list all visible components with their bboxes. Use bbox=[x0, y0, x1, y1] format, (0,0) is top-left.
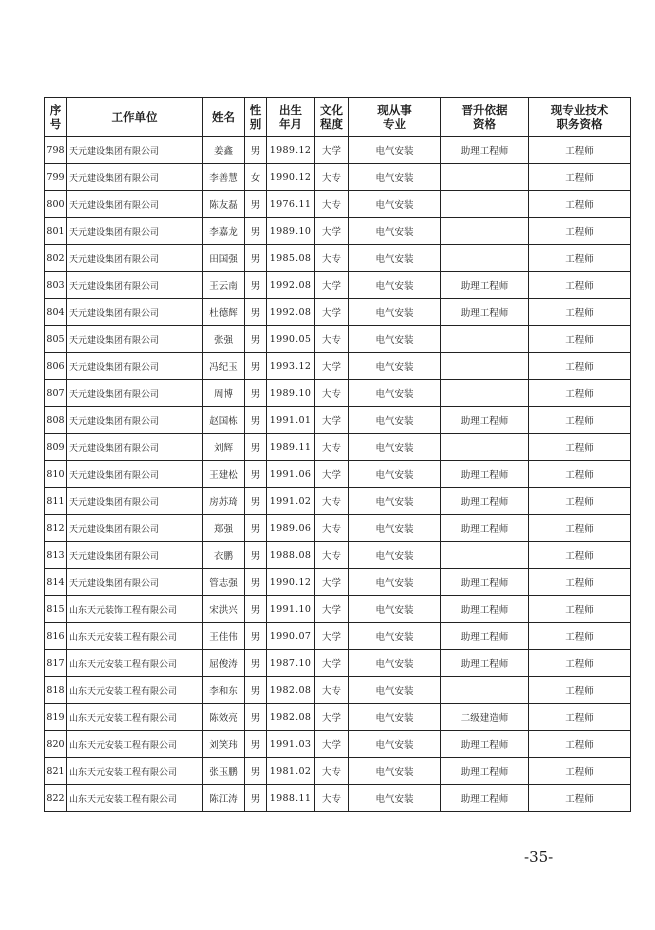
cell-unit: 天元建设集团有限公司 bbox=[67, 407, 203, 434]
cell-unit: 天元建设集团有限公司 bbox=[67, 191, 203, 218]
cell-specialty: 电气安装 bbox=[349, 353, 441, 380]
cell-unit: 山东天元安装工程有限公司 bbox=[67, 650, 203, 677]
cell-seq: 804 bbox=[45, 299, 67, 326]
cell-seq: 806 bbox=[45, 353, 67, 380]
cell-specialty: 电气安装 bbox=[349, 137, 441, 164]
cell-birth: 1989.06 bbox=[267, 515, 315, 542]
cell-name: 王佳伟 bbox=[203, 623, 245, 650]
cell-basis: 助理工程师 bbox=[441, 569, 529, 596]
cell-specialty: 电气安装 bbox=[349, 380, 441, 407]
cell-birth: 1982.08 bbox=[267, 677, 315, 704]
cell-qualification: 工程师 bbox=[529, 407, 631, 434]
header-birth: 出生 年月 bbox=[267, 98, 315, 137]
cell-qualification: 工程师 bbox=[529, 353, 631, 380]
header-seq: 序 号 bbox=[45, 98, 67, 137]
header-name: 姓名 bbox=[203, 98, 245, 137]
cell-qualification: 工程师 bbox=[529, 245, 631, 272]
cell-name: 冯纪玉 bbox=[203, 353, 245, 380]
table-row bbox=[45, 299, 631, 326]
table-row bbox=[45, 461, 631, 488]
cell-name: 张玉鹏 bbox=[203, 758, 245, 785]
cell-basis: 助理工程师 bbox=[441, 272, 529, 299]
cell-name: 王云南 bbox=[203, 272, 245, 299]
table-header-row bbox=[45, 98, 631, 137]
cell-qualification: 工程师 bbox=[529, 731, 631, 758]
cell-birth: 1990.07 bbox=[267, 623, 315, 650]
cell-specialty: 电气安装 bbox=[349, 569, 441, 596]
cell-name: 李善慧 bbox=[203, 164, 245, 191]
cell-birth: 1985.08 bbox=[267, 245, 315, 272]
cell-specialty: 电气安装 bbox=[349, 407, 441, 434]
cell-basis: 助理工程师 bbox=[441, 650, 529, 677]
cell-seq: 814 bbox=[45, 569, 67, 596]
cell-seq: 819 bbox=[45, 704, 67, 731]
cell-education: 大专 bbox=[315, 245, 349, 272]
cell-basis bbox=[441, 542, 529, 569]
cell-education: 大专 bbox=[315, 542, 349, 569]
cell-basis bbox=[441, 326, 529, 353]
cell-name: 宋洪兴 bbox=[203, 596, 245, 623]
cell-seq: 817 bbox=[45, 650, 67, 677]
cell-birth: 1981.02 bbox=[267, 758, 315, 785]
cell-unit: 天元建设集团有限公司 bbox=[67, 461, 203, 488]
cell-education: 大专 bbox=[315, 515, 349, 542]
cell-gender: 男 bbox=[245, 731, 267, 758]
cell-seq: 818 bbox=[45, 677, 67, 704]
cell-education: 大专 bbox=[315, 677, 349, 704]
cell-education: 大专 bbox=[315, 785, 349, 812]
table-row bbox=[45, 272, 631, 299]
cell-qualification: 工程师 bbox=[529, 758, 631, 785]
cell-seq: 799 bbox=[45, 164, 67, 191]
cell-name: 屈俊涛 bbox=[203, 650, 245, 677]
cell-basis: 助理工程师 bbox=[441, 407, 529, 434]
cell-qualification: 工程师 bbox=[529, 569, 631, 596]
cell-gender: 男 bbox=[245, 650, 267, 677]
cell-birth: 1991.06 bbox=[267, 461, 315, 488]
header-basis: 晋升依据 资格 bbox=[441, 98, 529, 137]
cell-seq: 816 bbox=[45, 623, 67, 650]
table-row bbox=[45, 569, 631, 596]
cell-education: 大学 bbox=[315, 623, 349, 650]
table-row bbox=[45, 785, 631, 812]
cell-gender: 男 bbox=[245, 407, 267, 434]
cell-education: 大专 bbox=[315, 380, 349, 407]
cell-gender: 男 bbox=[245, 758, 267, 785]
cell-basis bbox=[441, 191, 529, 218]
cell-specialty: 电气安装 bbox=[349, 272, 441, 299]
header-education: 文化 程度 bbox=[315, 98, 349, 137]
cell-name: 姜鑫 bbox=[203, 137, 245, 164]
cell-basis: 助理工程师 bbox=[441, 596, 529, 623]
cell-unit: 天元建设集团有限公司 bbox=[67, 488, 203, 515]
cell-unit: 天元建设集团有限公司 bbox=[67, 353, 203, 380]
cell-unit: 天元建设集团有限公司 bbox=[67, 164, 203, 191]
cell-basis: 助理工程师 bbox=[441, 731, 529, 758]
cell-unit: 天元建设集团有限公司 bbox=[67, 218, 203, 245]
table-row bbox=[45, 434, 631, 461]
cell-birth: 1990.12 bbox=[267, 164, 315, 191]
header-specialty: 现从事 专业 bbox=[349, 98, 441, 137]
cell-basis: 助理工程师 bbox=[441, 758, 529, 785]
cell-gender: 男 bbox=[245, 245, 267, 272]
cell-gender: 男 bbox=[245, 299, 267, 326]
cell-basis: 二级建造师 bbox=[441, 704, 529, 731]
header-gender: 性 别 bbox=[245, 98, 267, 137]
cell-gender: 男 bbox=[245, 623, 267, 650]
cell-birth: 1988.11 bbox=[267, 785, 315, 812]
cell-name: 郑强 bbox=[203, 515, 245, 542]
cell-specialty: 电气安装 bbox=[349, 623, 441, 650]
cell-qualification: 工程师 bbox=[529, 164, 631, 191]
cell-specialty: 电气安装 bbox=[349, 164, 441, 191]
cell-education: 大学 bbox=[315, 218, 349, 245]
cell-education: 大学 bbox=[315, 137, 349, 164]
cell-basis: 助理工程师 bbox=[441, 137, 529, 164]
cell-qualification: 工程师 bbox=[529, 488, 631, 515]
cell-basis: 助理工程师 bbox=[441, 623, 529, 650]
cell-qualification: 工程师 bbox=[529, 785, 631, 812]
cell-unit: 山东天元安装工程有限公司 bbox=[67, 731, 203, 758]
cell-basis bbox=[441, 245, 529, 272]
cell-gender: 女 bbox=[245, 164, 267, 191]
cell-specialty: 电气安装 bbox=[349, 191, 441, 218]
cell-unit: 天元建设集团有限公司 bbox=[67, 245, 203, 272]
cell-name: 田国强 bbox=[203, 245, 245, 272]
cell-unit: 山东天元安装工程有限公司 bbox=[67, 758, 203, 785]
table-row bbox=[45, 164, 631, 191]
cell-qualification: 工程师 bbox=[529, 137, 631, 164]
cell-gender: 男 bbox=[245, 218, 267, 245]
cell-education: 大专 bbox=[315, 191, 349, 218]
cell-education: 大学 bbox=[315, 650, 349, 677]
cell-education: 大专 bbox=[315, 758, 349, 785]
cell-name: 衣鹏 bbox=[203, 542, 245, 569]
cell-birth: 1989.12 bbox=[267, 137, 315, 164]
cell-qualification: 工程师 bbox=[529, 299, 631, 326]
cell-specialty: 电气安装 bbox=[349, 785, 441, 812]
cell-specialty: 电气安装 bbox=[349, 677, 441, 704]
cell-specialty: 电气安装 bbox=[349, 650, 441, 677]
cell-seq: 807 bbox=[45, 380, 67, 407]
cell-unit: 山东天元安装工程有限公司 bbox=[67, 677, 203, 704]
cell-birth: 1976.11 bbox=[267, 191, 315, 218]
cell-qualification: 工程师 bbox=[529, 677, 631, 704]
cell-name: 刘笑玮 bbox=[203, 731, 245, 758]
cell-education: 大学 bbox=[315, 569, 349, 596]
cell-seq: 810 bbox=[45, 461, 67, 488]
table-row bbox=[45, 488, 631, 515]
cell-birth: 1992.08 bbox=[267, 299, 315, 326]
cell-unit: 天元建设集团有限公司 bbox=[67, 515, 203, 542]
cell-birth: 1992.08 bbox=[267, 272, 315, 299]
cell-basis bbox=[441, 380, 529, 407]
cell-basis: 助理工程师 bbox=[441, 488, 529, 515]
cell-qualification: 工程师 bbox=[529, 326, 631, 353]
cell-seq: 813 bbox=[45, 542, 67, 569]
cell-education: 大专 bbox=[315, 326, 349, 353]
cell-qualification: 工程师 bbox=[529, 380, 631, 407]
cell-birth: 1987.10 bbox=[267, 650, 315, 677]
cell-unit: 山东天元装饰工程有限公司 bbox=[67, 596, 203, 623]
cell-seq: 798 bbox=[45, 137, 67, 164]
cell-basis bbox=[441, 353, 529, 380]
table-row bbox=[45, 353, 631, 380]
cell-gender: 男 bbox=[245, 542, 267, 569]
cell-specialty: 电气安装 bbox=[349, 461, 441, 488]
cell-basis: 助理工程师 bbox=[441, 785, 529, 812]
cell-name: 房苏琦 bbox=[203, 488, 245, 515]
cell-education: 大学 bbox=[315, 353, 349, 380]
table-row bbox=[45, 326, 631, 353]
cell-education: 大学 bbox=[315, 272, 349, 299]
cell-qualification: 工程师 bbox=[529, 515, 631, 542]
cell-unit: 山东天元安装工程有限公司 bbox=[67, 704, 203, 731]
cell-basis: 助理工程师 bbox=[441, 515, 529, 542]
table-row bbox=[45, 650, 631, 677]
cell-birth: 1982.08 bbox=[267, 704, 315, 731]
cell-qualification: 工程师 bbox=[529, 542, 631, 569]
cell-name: 陈江涛 bbox=[203, 785, 245, 812]
cell-qualification: 工程师 bbox=[529, 434, 631, 461]
cell-unit: 天元建设集团有限公司 bbox=[67, 137, 203, 164]
cell-qualification: 工程师 bbox=[529, 650, 631, 677]
cell-birth: 1989.10 bbox=[267, 380, 315, 407]
cell-gender: 男 bbox=[245, 461, 267, 488]
cell-specialty: 电气安装 bbox=[349, 326, 441, 353]
cell-education: 大学 bbox=[315, 299, 349, 326]
cell-qualification: 工程师 bbox=[529, 272, 631, 299]
cell-specialty: 电气安装 bbox=[349, 434, 441, 461]
cell-name: 李和东 bbox=[203, 677, 245, 704]
cell-specialty: 电气安装 bbox=[349, 488, 441, 515]
cell-gender: 男 bbox=[245, 515, 267, 542]
cell-qualification: 工程师 bbox=[529, 623, 631, 650]
cell-education: 大学 bbox=[315, 407, 349, 434]
cell-basis bbox=[441, 434, 529, 461]
cell-seq: 802 bbox=[45, 245, 67, 272]
cell-gender: 男 bbox=[245, 434, 267, 461]
cell-gender: 男 bbox=[245, 326, 267, 353]
cell-seq: 805 bbox=[45, 326, 67, 353]
cell-seq: 820 bbox=[45, 731, 67, 758]
cell-gender: 男 bbox=[245, 569, 267, 596]
table-row bbox=[45, 515, 631, 542]
cell-unit: 天元建设集团有限公司 bbox=[67, 380, 203, 407]
cell-specialty: 电气安装 bbox=[349, 731, 441, 758]
cell-education: 大学 bbox=[315, 704, 349, 731]
cell-seq: 800 bbox=[45, 191, 67, 218]
cell-gender: 男 bbox=[245, 191, 267, 218]
table-row bbox=[45, 623, 631, 650]
cell-name: 张强 bbox=[203, 326, 245, 353]
cell-birth: 1988.08 bbox=[267, 542, 315, 569]
cell-education: 大学 bbox=[315, 596, 349, 623]
cell-gender: 男 bbox=[245, 677, 267, 704]
cell-gender: 男 bbox=[245, 380, 267, 407]
cell-qualification: 工程师 bbox=[529, 596, 631, 623]
cell-basis bbox=[441, 164, 529, 191]
cell-specialty: 电气安装 bbox=[349, 299, 441, 326]
cell-specialty: 电气安装 bbox=[349, 218, 441, 245]
cell-name: 周博 bbox=[203, 380, 245, 407]
cell-specialty: 电气安装 bbox=[349, 596, 441, 623]
cell-name: 管志强 bbox=[203, 569, 245, 596]
cell-education: 大学 bbox=[315, 731, 349, 758]
cell-unit: 天元建设集团有限公司 bbox=[67, 299, 203, 326]
cell-birth: 1993.12 bbox=[267, 353, 315, 380]
cell-seq: 815 bbox=[45, 596, 67, 623]
table-row bbox=[45, 407, 631, 434]
cell-seq: 812 bbox=[45, 515, 67, 542]
cell-gender: 男 bbox=[245, 704, 267, 731]
cell-seq: 803 bbox=[45, 272, 67, 299]
cell-name: 陈友磊 bbox=[203, 191, 245, 218]
cell-gender: 男 bbox=[245, 596, 267, 623]
cell-basis: 助理工程师 bbox=[441, 299, 529, 326]
page-number: -35- bbox=[524, 848, 554, 866]
cell-name: 赵国栋 bbox=[203, 407, 245, 434]
cell-unit: 天元建设集团有限公司 bbox=[67, 434, 203, 461]
cell-basis: 助理工程师 bbox=[441, 461, 529, 488]
table-row bbox=[45, 758, 631, 785]
cell-gender: 男 bbox=[245, 272, 267, 299]
table-row bbox=[45, 677, 631, 704]
cell-birth: 1989.10 bbox=[267, 218, 315, 245]
table-row bbox=[45, 596, 631, 623]
header-unit: 工作单位 bbox=[67, 98, 203, 137]
table-row bbox=[45, 542, 631, 569]
cell-seq: 809 bbox=[45, 434, 67, 461]
cell-qualification: 工程师 bbox=[529, 191, 631, 218]
cell-specialty: 电气安装 bbox=[349, 515, 441, 542]
cell-basis bbox=[441, 218, 529, 245]
cell-name: 李嘉龙 bbox=[203, 218, 245, 245]
table-row bbox=[45, 731, 631, 758]
cell-birth: 1991.02 bbox=[267, 488, 315, 515]
table-body bbox=[45, 137, 631, 812]
cell-specialty: 电气安装 bbox=[349, 245, 441, 272]
table-row bbox=[45, 704, 631, 731]
cell-name: 杜德辉 bbox=[203, 299, 245, 326]
cell-seq: 808 bbox=[45, 407, 67, 434]
cell-education: 大专 bbox=[315, 434, 349, 461]
table-row bbox=[45, 218, 631, 245]
cell-qualification: 工程师 bbox=[529, 218, 631, 245]
personnel-table bbox=[44, 97, 631, 812]
cell-seq: 801 bbox=[45, 218, 67, 245]
cell-education: 大专 bbox=[315, 488, 349, 515]
cell-education: 大专 bbox=[315, 164, 349, 191]
cell-gender: 男 bbox=[245, 353, 267, 380]
cell-basis bbox=[441, 677, 529, 704]
table-row bbox=[45, 380, 631, 407]
header-qualification: 现专业技术 职务资格 bbox=[529, 98, 631, 137]
cell-gender: 男 bbox=[245, 137, 267, 164]
cell-gender: 男 bbox=[245, 488, 267, 515]
table-row bbox=[45, 191, 631, 218]
cell-gender: 男 bbox=[245, 785, 267, 812]
cell-qualification: 工程师 bbox=[529, 704, 631, 731]
cell-birth: 1991.10 bbox=[267, 596, 315, 623]
cell-unit: 山东天元安装工程有限公司 bbox=[67, 785, 203, 812]
cell-unit: 山东天元安装工程有限公司 bbox=[67, 623, 203, 650]
cell-birth: 1989.11 bbox=[267, 434, 315, 461]
cell-seq: 811 bbox=[45, 488, 67, 515]
cell-birth: 1990.05 bbox=[267, 326, 315, 353]
cell-birth: 1990.12 bbox=[267, 569, 315, 596]
cell-unit: 天元建设集团有限公司 bbox=[67, 326, 203, 353]
cell-specialty: 电气安装 bbox=[349, 704, 441, 731]
cell-name: 陈效亮 bbox=[203, 704, 245, 731]
cell-unit: 天元建设集团有限公司 bbox=[67, 542, 203, 569]
cell-name: 刘辉 bbox=[203, 434, 245, 461]
cell-unit: 天元建设集团有限公司 bbox=[67, 569, 203, 596]
cell-seq: 822 bbox=[45, 785, 67, 812]
cell-qualification: 工程师 bbox=[529, 461, 631, 488]
cell-seq: 821 bbox=[45, 758, 67, 785]
table-row bbox=[45, 137, 631, 164]
cell-specialty: 电气安装 bbox=[349, 758, 441, 785]
cell-unit: 天元建设集团有限公司 bbox=[67, 272, 203, 299]
cell-birth: 1991.01 bbox=[267, 407, 315, 434]
table-row bbox=[45, 245, 631, 272]
cell-specialty: 电气安装 bbox=[349, 542, 441, 569]
cell-name: 王建松 bbox=[203, 461, 245, 488]
cell-education: 大学 bbox=[315, 461, 349, 488]
cell-birth: 1991.03 bbox=[267, 731, 315, 758]
